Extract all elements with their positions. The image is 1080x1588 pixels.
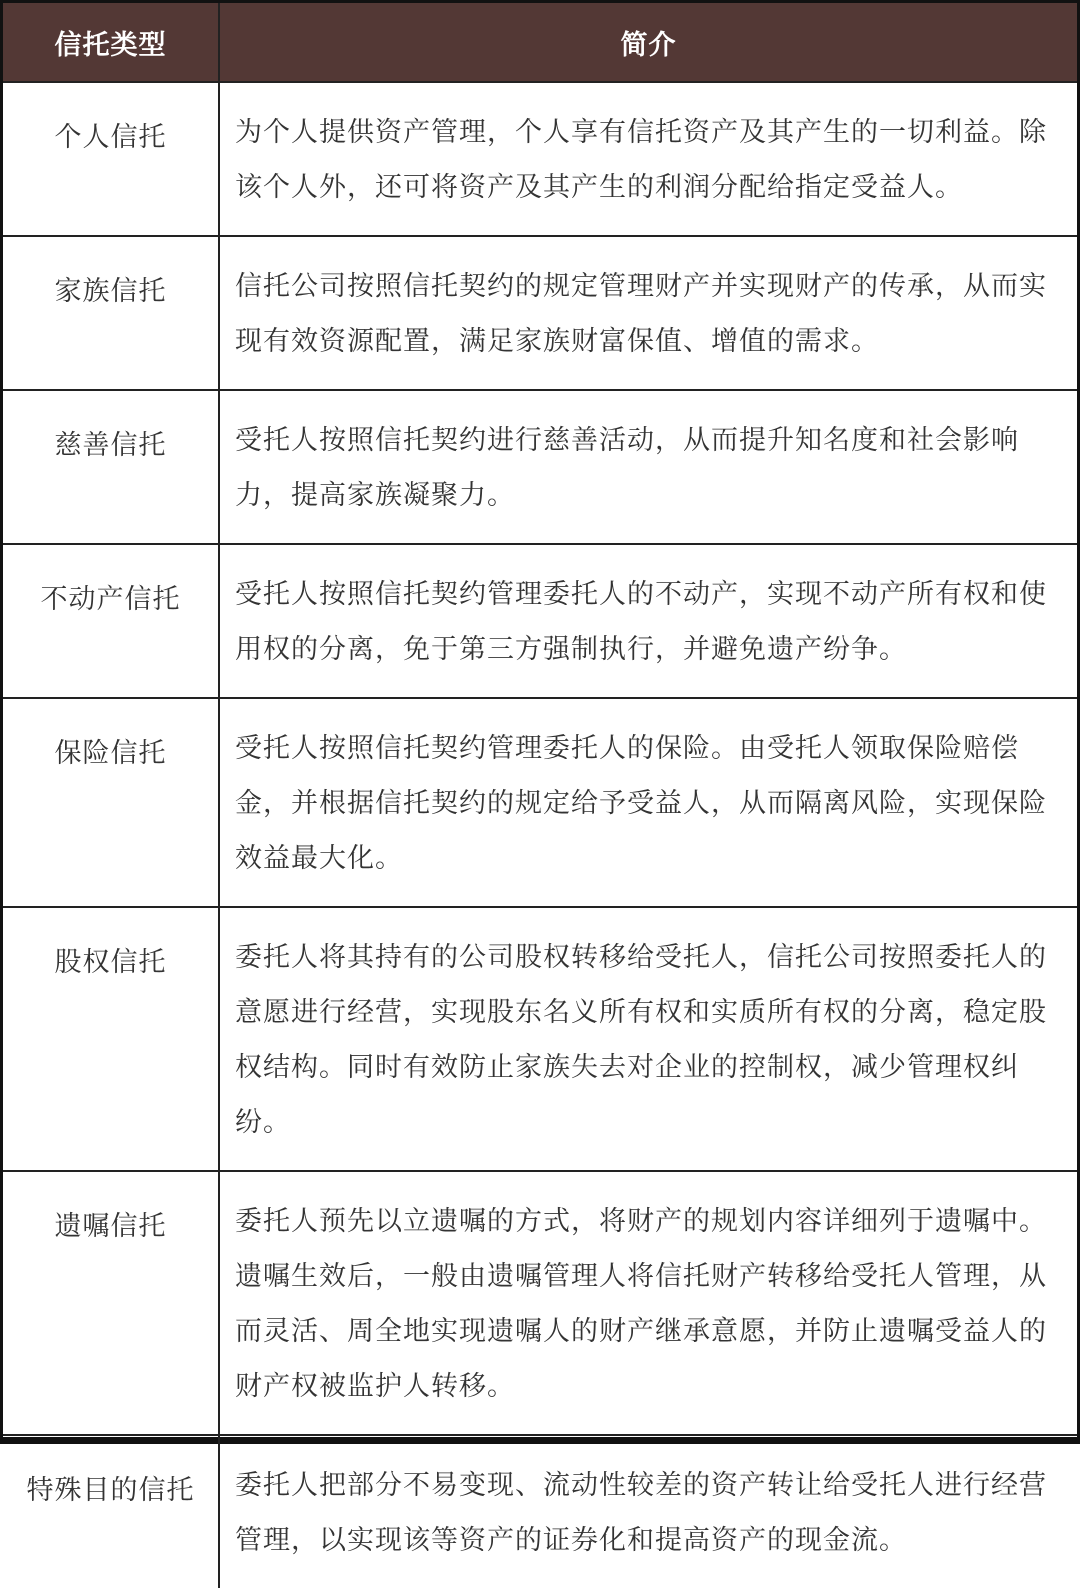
trust-type-cell: 特殊目的信托 [3,1435,219,1588]
trust-types-table [3,3,1077,1588]
table-row [3,390,1077,544]
trust-description-cell: 委托人把部分不易变现、流动性较差的资产转让给受托人进行经营管理，以实现该等资产的证券化和提高资产的现金流。 [219,1435,1077,1588]
trust-type-cell: 保险信托 [3,698,219,907]
trust-description-cell: 信托公司按照信托契约的规定管理财产并实现财产的传承，从而实现有效资源配置，满足家族财富保值、增值的需求。 [219,236,1077,390]
trust-description-cell: 受托人按照信托契约管理委托人的不动产，实现不动产所有权和使用权的分离，免于第三方强制执行，并避免遗产纷争。 [219,544,1077,698]
trust-type-cell: 不动产信托 [3,544,219,698]
table-header-row [3,3,1077,82]
trust-description-cell: 委托人将其持有的公司股权转移给受托人，信托公司按照委托人的意愿进行经营，实现股东名义所有权和实质所有权的分离，稳定股权结构。同时有效防止家族失去对企业的控制权，减少管理权纠纷。 [219,907,1077,1171]
header-trust-type: 信托类型 [3,3,219,82]
table-row [3,82,1077,236]
trust-type-cell: 股权信托 [3,907,219,1171]
header-description: 简介 [219,3,1077,82]
table-row [3,236,1077,390]
trust-type-cell: 家族信托 [3,236,219,390]
trust-description-cell: 为个人提供资产管理，个人享有信托资产及其产生的一切利益。除该个人外，还可将资产及其产生的利润分配给指定受益人。 [219,82,1077,236]
table-row [3,698,1077,907]
trust-description-cell: 受托人按照信托契约管理委托人的保险。由受托人领取保险赔偿金，并根据信托契约的规定给予受益人，从而隔离风险，实现保险效益最大化。 [219,698,1077,907]
table-row [3,1435,1077,1588]
trust-type-cell: 遗嘱信托 [3,1171,219,1435]
trust-description-cell: 受托人按照信托契约进行慈善活动，从而提升知名度和社会影响力，提高家族凝聚力。 [219,390,1077,544]
table-row [3,1171,1077,1435]
trust-type-cell: 慈善信托 [3,390,219,544]
trust-type-cell: 个人信托 [3,82,219,236]
table-row [3,544,1077,698]
trust-description-cell: 委托人预先以立遗嘱的方式，将财产的规划内容详细列于遗嘱中。遗嘱生效后，一般由遗嘱管理人将信托财产转移给受托人管理，从而灵活、周全地实现遗嘱人的财产继承意愿，并防止遗嘱受益人的财产权被监护人转移。 [219,1171,1077,1435]
table-row [3,907,1077,1171]
